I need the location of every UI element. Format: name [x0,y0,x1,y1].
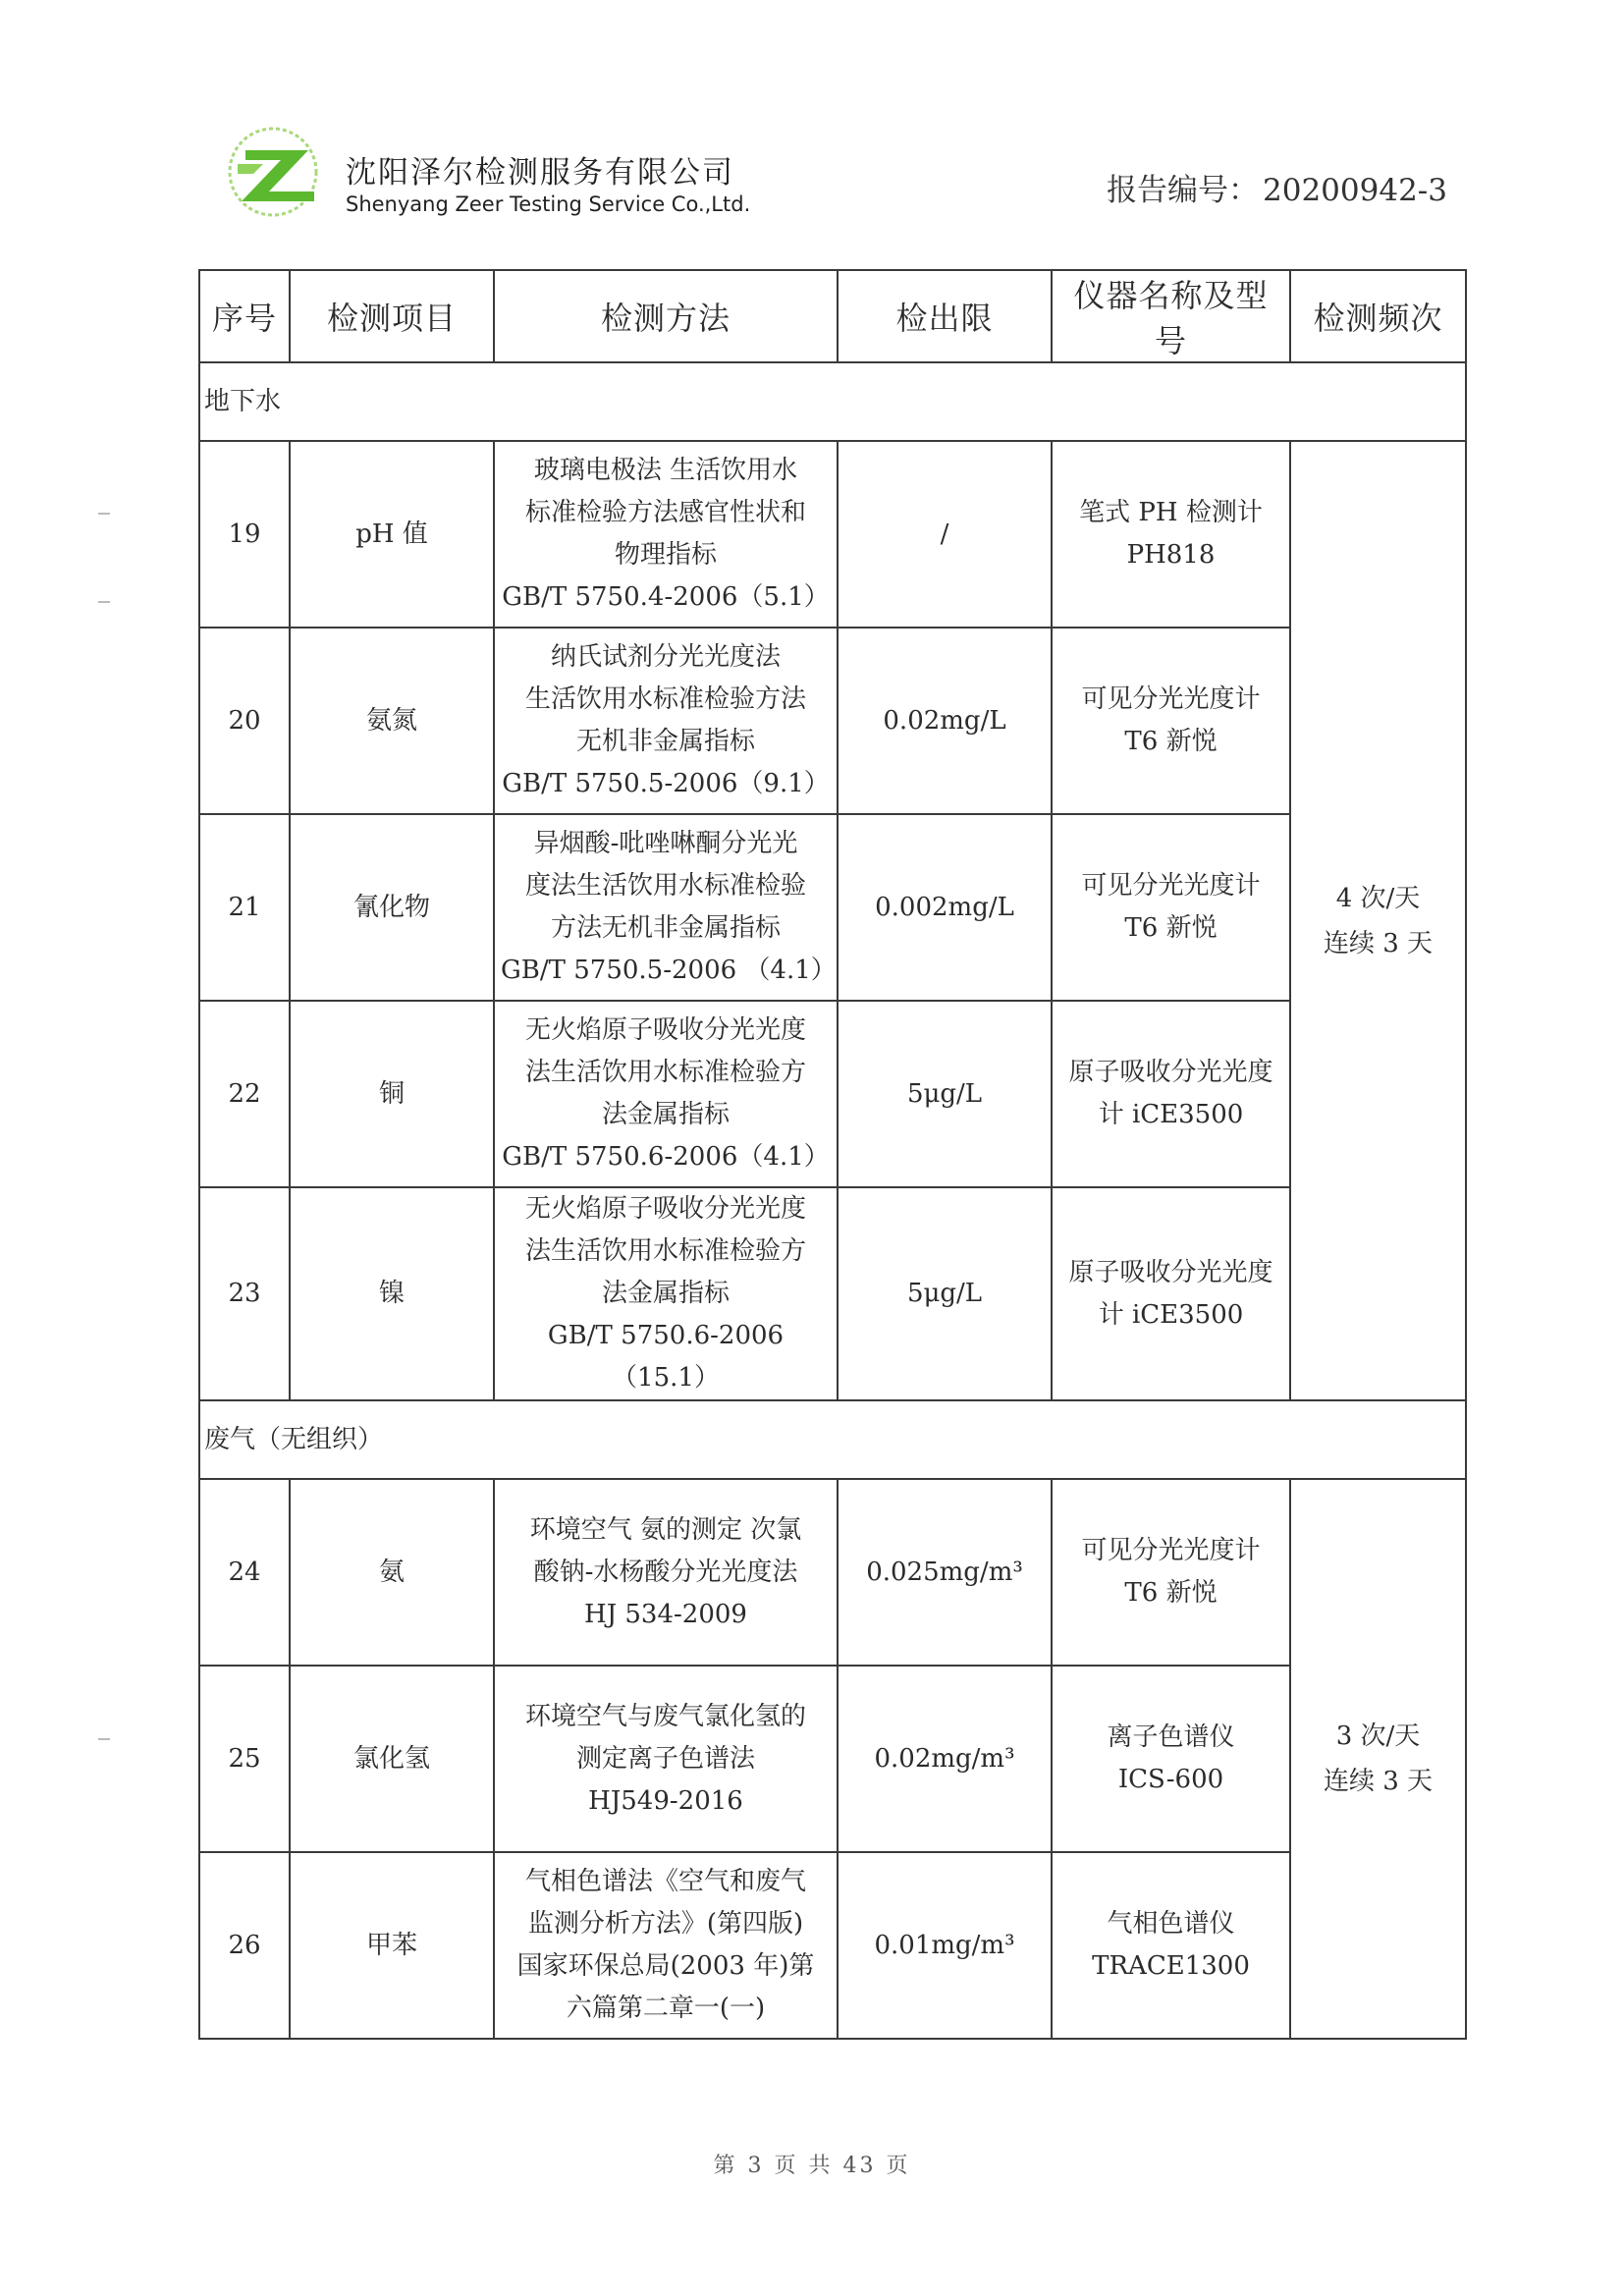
frequency-line: 4 次/天 [1335,883,1421,913]
method-line: 六篇第二章一(一) [566,1994,766,2023]
method-line: 酸钠-水杨酸分光光度法 [533,1557,798,1587]
column-header: 仪器名称及型号 [1052,270,1290,362]
method-line: GB/T 5750.6-2006 （15.1） [547,1321,785,1393]
method-line: 标准检验方法感官性状和 [524,498,806,527]
test-item: 镍 [290,1187,494,1400]
method-line: 法生活饮用水标准检验方 [524,1058,806,1087]
method-line: 玻璃电极法 生活饮用水 [533,456,798,485]
test-item: 铜 [290,1001,494,1187]
detection-limit: / [838,441,1052,628]
instrument-line: 计 iCE3500 [1098,1299,1244,1330]
method-line: 方法无机非金属指标 [550,913,781,943]
method-line: 度法生活饮用水标准检验 [524,871,806,901]
method-line: 气相色谱法《空气和废气 [524,1867,806,1896]
test-method [494,628,838,814]
instrument-line: T6 新悦 [1124,1578,1218,1608]
table-row [199,1479,1466,1666]
column-header: 检测项目 [290,270,494,362]
method-line: HJ 534-2009 [584,1599,747,1629]
instrument [1052,628,1290,814]
row-number: 26 [199,1852,290,2039]
method-line: 无火焰原子吸收分光光度 [524,1194,806,1224]
instrument-line: 气相色谱仪 [1107,1909,1235,1939]
method-line: 法金属指标 [601,1100,730,1129]
instrument-line: PH818 [1126,540,1216,570]
table-row [199,1187,1466,1400]
table-row [199,1666,1466,1852]
detection-limit: 0.02mg/m³ [838,1666,1052,1852]
row-number: 21 [199,814,290,1001]
method-line: 无火焰原子吸收分光光度 [524,1015,806,1045]
instrument [1052,1479,1290,1666]
test-method [494,1187,838,1400]
detection-limit: 5μg/L [838,1187,1052,1400]
method-line: 纳氏试剂分光光度法 [550,642,781,672]
instrument [1052,1852,1290,2039]
method-line: 生活饮用水标准检验方法 [524,684,806,714]
page-footer: 第 3 页 共 43 页 [713,2154,911,2178]
margin-mark [98,513,110,515]
column-header: 检测频次 [1290,270,1466,362]
report-number-value: 20200942-3 [1263,173,1447,208]
frequency-line: 3 次/天 [1335,1722,1421,1751]
column-header: 检测方法 [494,270,838,362]
instrument-line: 离子色谱仪 [1107,1722,1235,1752]
table-row [199,441,1466,628]
test-method-table [198,269,1467,2040]
detection-limit: 5μg/L [838,1001,1052,1187]
test-method [494,1666,838,1852]
instrument-line: 可见分光光度计 [1081,871,1261,901]
row-number: 25 [199,1666,290,1852]
test-method [494,814,838,1001]
method-line: GB/T 5750.4-2006（5.1） [502,582,830,612]
table-header-row [199,270,1466,362]
test-method [494,441,838,628]
detection-limit: 0.025mg/m³ [838,1479,1052,1666]
table-body [199,362,1466,2039]
margin-mark [98,601,110,603]
table-row [199,628,1466,814]
test-item: 氯化氢 [290,1666,494,1852]
method-line: 异烟酸-吡唑啉酮分光光 [533,829,798,858]
method-line: 测定离子色谱法 [575,1743,755,1774]
method-line: GB/T 5750.6-2006（4.1） [502,1142,830,1172]
company-name-en: Shenyang Zeer Testing Service Co.,Ltd. [346,192,751,216]
instrument-line: 笔式 PH 检测计 [1079,498,1263,527]
company-logo-icon [224,123,332,221]
test-method-table-wrapper [198,269,1465,2040]
method-line: HJ549-2016 [588,1785,743,1816]
section-row [199,1400,1466,1479]
instrument [1052,814,1290,1001]
test-method [494,1479,838,1666]
report-number-label: 报告编号： [1107,173,1260,208]
instrument-line: ICS-600 [1117,1765,1224,1794]
test-method [494,1001,838,1187]
test-method [494,1852,838,2039]
method-line: 物理指标 [614,540,717,570]
frequency-line: 连续 3 天 [1323,1767,1434,1796]
detection-limit: 0.02mg/L [838,628,1052,814]
column-header: 检出限 [838,270,1052,362]
test-item: pH 值 [290,441,494,628]
instrument [1052,1187,1290,1400]
row-number: 19 [199,441,290,628]
section-title: 废气（无组织） [199,1400,1466,1479]
test-frequency [1290,1479,1466,2039]
table-row [199,1852,1466,2039]
instrument-line: T6 新悦 [1124,727,1218,756]
method-line: GB/T 5750.5-2006（9.1） [502,769,830,798]
test-item: 氨 [290,1479,494,1666]
method-line: 法生活饮用水标准检验方 [524,1236,806,1266]
section-row [199,362,1466,441]
row-number: 22 [199,1001,290,1187]
method-line: 国家环保总局(2003 年)第 [516,1951,815,1981]
margin-mark [98,1738,110,1740]
instrument [1052,1001,1290,1187]
test-item: 甲苯 [290,1852,494,2039]
test-item: 氨氮 [290,628,494,814]
instrument-line: TRACE1300 [1092,1951,1250,1981]
report-number [1103,165,1447,209]
instrument-line: 原子吸收分光光度 [1068,1058,1273,1087]
section-title: 地下水 [199,362,1466,441]
method-line: 环境空气 氨的测定 次氯 [529,1514,802,1545]
row-number: 23 [199,1187,290,1400]
row-number: 20 [199,628,290,814]
test-item: 氰化物 [290,814,494,1001]
method-line: 无机非金属指标 [575,727,755,756]
test-frequency [1290,441,1466,1400]
method-line: 环境空气与废气氯化氢的 [524,1701,806,1731]
table-row [199,814,1466,1001]
instrument [1052,441,1290,628]
instrument-line: 可见分光光度计 [1081,684,1261,714]
page-header [0,0,1624,255]
instrument-line: 计 iCE3500 [1098,1100,1244,1129]
instrument-line: 原子吸收分光光度 [1068,1257,1273,1287]
instrument-line: T6 新悦 [1124,913,1218,943]
company-name-cn: 沈阳泽尔检测服务有限公司 [346,155,734,191]
detection-limit: 0.002mg/L [838,814,1052,1001]
instrument-line: 可见分光光度计 [1081,1536,1261,1565]
table-row [199,1001,1466,1187]
column-header: 序号 [199,270,290,362]
method-line: 法金属指标 [601,1279,730,1308]
method-line: 监测分析方法》(第四版) [527,1909,804,1939]
instrument [1052,1666,1290,1852]
row-number: 24 [199,1479,290,1666]
method-line: GB/T 5750.5-2006 （4.1） [501,956,837,985]
frequency-line: 连续 3 天 [1323,928,1434,958]
detection-limit: 0.01mg/m³ [838,1852,1052,2039]
